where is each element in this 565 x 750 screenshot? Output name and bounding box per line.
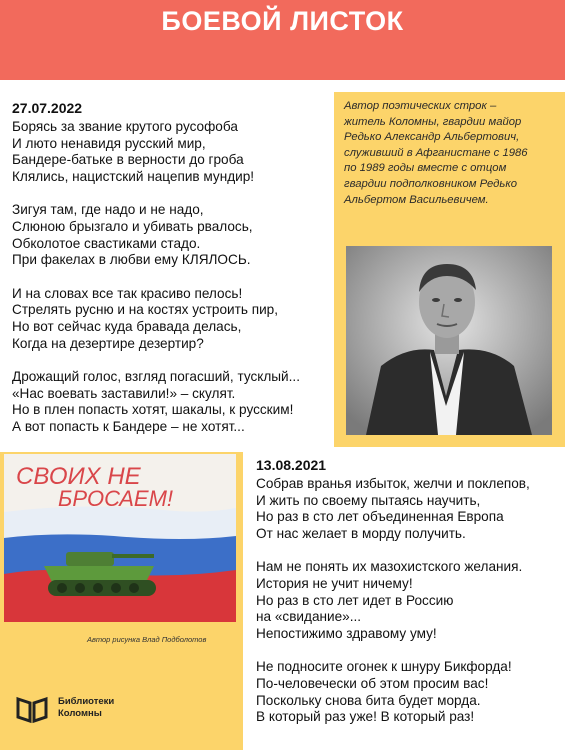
poem-2-stanza-3 bbox=[256, 659, 530, 725]
logo-line-2: Коломны bbox=[58, 708, 102, 719]
author-note-line: гвардии подполковником Редько bbox=[344, 177, 517, 190]
author-note bbox=[344, 99, 559, 208]
author-photo bbox=[346, 246, 552, 435]
poem-line: Непостижимо здравому уму! bbox=[256, 625, 437, 641]
poem-line: Но раз в сто лет объединенная Европа bbox=[256, 509, 504, 525]
author-note-line: Альбертом Васильевичем. bbox=[344, 193, 489, 206]
poem-1 bbox=[12, 100, 300, 453]
drawing-caption: Автор рисунка Влад Подболотов bbox=[87, 635, 207, 644]
poem-line: От нас желает в морду получить. bbox=[256, 525, 466, 541]
drawing-text-line-1: СВОИХ НЕ bbox=[16, 463, 141, 490]
poem-line: «Нас воевать заставили!» – скулят. bbox=[12, 385, 236, 401]
library-logo-text bbox=[58, 696, 114, 720]
poem-line: Собрав вранья избыток, желчи и поклепов, bbox=[256, 476, 530, 491]
poem-line: Стрелять русню и на костях устроить пир, bbox=[12, 302, 279, 318]
poem-line: И на словах все так красиво пелось! bbox=[12, 285, 243, 301]
poem-2 bbox=[256, 457, 530, 743]
poem-2-date: 13.08.2021 bbox=[256, 457, 327, 473]
poem-line: Нам не понять их мазохистского желания. bbox=[256, 559, 523, 575]
poem-line: Зигуя там, где надо и не надо, bbox=[12, 202, 204, 218]
poem-line: Слюною брызгало и убивать рвалось, bbox=[12, 218, 253, 234]
poem-line: Клялись, нацистский нацепив мундир! bbox=[12, 168, 255, 184]
poem-1-stanza-4 bbox=[12, 369, 300, 435]
drawing-illustration bbox=[4, 454, 236, 622]
poem-line: Поскольку снова бита будет морда. bbox=[256, 692, 481, 708]
poem-1-stanza-2 bbox=[12, 202, 300, 268]
poem-line: Дрожащий голос, взгляд погасший, тусклый... bbox=[12, 369, 300, 385]
poem-line: Бандере-батьке в верности до гроба bbox=[12, 152, 244, 168]
logo-line-1: Библиотеки bbox=[58, 696, 115, 707]
poem-line: Борясь за звание крутого русофоба bbox=[12, 119, 238, 134]
poem-line: Не подносите огонек к шнуру Бикфорда! bbox=[256, 659, 512, 675]
author-note-line: по 1989 годы вместе с отцом bbox=[344, 162, 507, 175]
poem-line: Обколотое свастиками стадо. bbox=[12, 235, 201, 251]
author-note-line: житель Коломны, гвардии майор bbox=[344, 115, 522, 128]
poem-line: История не учит ничему! bbox=[256, 575, 413, 591]
poem-line: В который раз уже! В который раз! bbox=[256, 709, 475, 725]
book-icon bbox=[14, 691, 50, 727]
portrait-illustration bbox=[346, 246, 552, 435]
poem-line: Но в плен попасть хотят, шакалы, к русским! bbox=[12, 402, 294, 418]
poem-2-stanza-2 bbox=[256, 559, 530, 642]
poem-line: Но раз в сто лет идет в Россию bbox=[256, 592, 454, 608]
poem-line: Но вот сейчас куда бравада делась, bbox=[12, 318, 242, 334]
poem-2-stanza-1 bbox=[256, 476, 530, 542]
poem-line: Когда на дезертире дезертир? bbox=[12, 335, 204, 351]
page-title: БОЕВОЙ ЛИСТОК bbox=[161, 6, 404, 36]
header-banner bbox=[0, 0, 565, 80]
poem-line: При факелах в любви ему КЛЯЛОСЬ. bbox=[12, 252, 251, 268]
poem-1-stanza-1 bbox=[12, 119, 300, 185]
author-note-line: служивший в Афганистане с 1986 bbox=[344, 146, 528, 159]
poem-line: И люто ненавидя русский мир, bbox=[12, 135, 206, 151]
drawing-text-line-2: БРОСАЕМ! bbox=[58, 486, 174, 511]
poem-1-stanza-3 bbox=[12, 286, 300, 352]
poem-line: И жить по своему пытаясь научить, bbox=[256, 492, 481, 508]
poem-line: По-человечески об этом просим вас! bbox=[256, 675, 489, 691]
author-note-line: Редько Александр Альбертович, bbox=[344, 131, 520, 144]
child-drawing bbox=[4, 454, 236, 622]
poem-line: А вот попасть к Бандере – не хотят... bbox=[12, 418, 245, 434]
poem-line: на «свидание»... bbox=[256, 609, 362, 625]
author-note-line: Автор поэтических строк – bbox=[344, 100, 497, 112]
poem-1-date: 27.07.2022 bbox=[12, 100, 83, 116]
